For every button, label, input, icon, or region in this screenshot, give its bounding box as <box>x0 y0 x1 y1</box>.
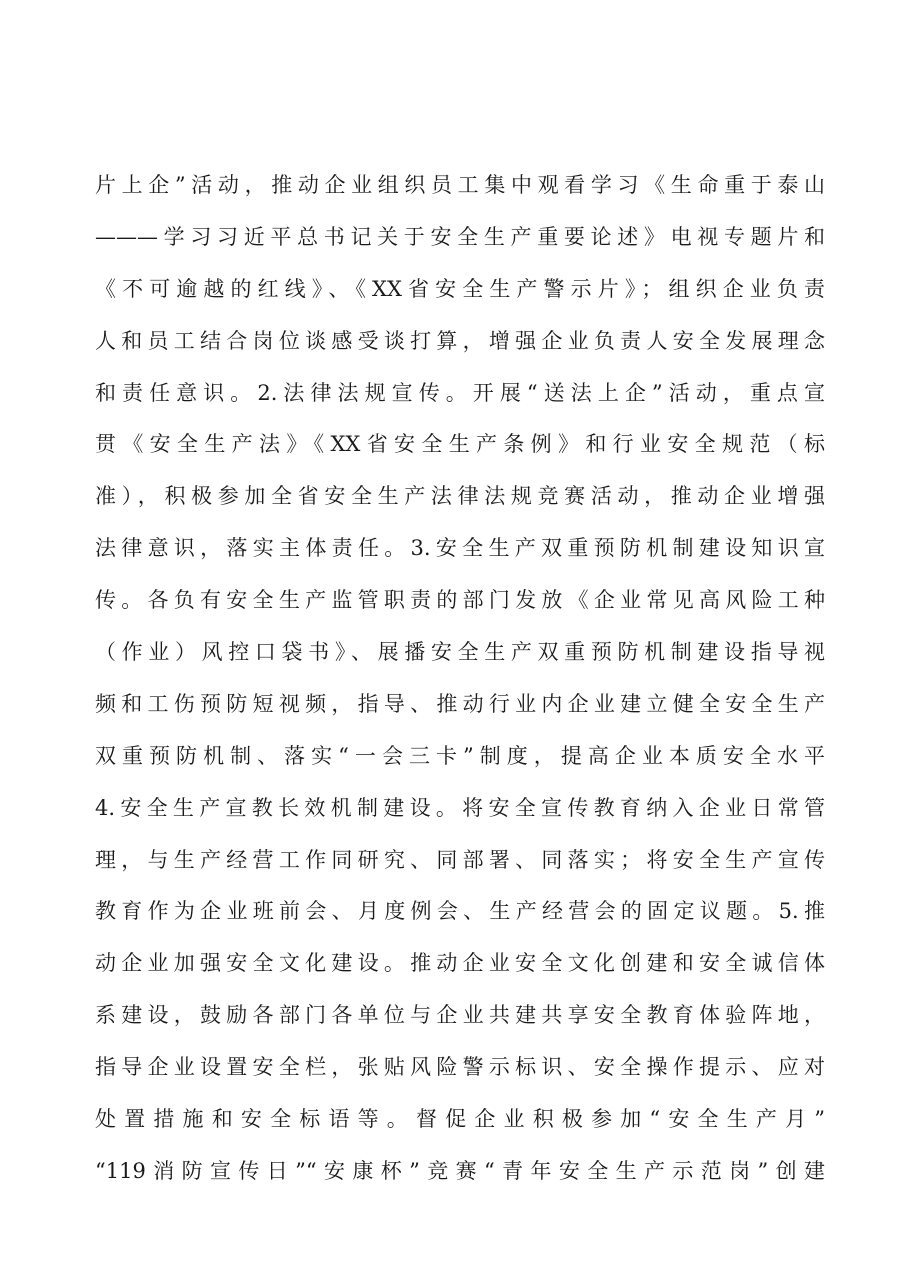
text-line: 准），积极参加全省安全生产法律法规竞赛活动，推动企业增强 <box>95 484 825 509</box>
text-line: 双重预防机制、落实“一会三卡”制度，提高企业本质安全水平 <box>95 743 825 768</box>
text-line: 贯《安全生产法》《XX省安全生产条例》和行业安全规范（标 <box>95 432 825 457</box>
text-line: 频和工伤预防短视频，指导、推动行业内企业建立健全安全生产 <box>95 691 825 716</box>
text-line: （作业）风控口袋书》、展播安全生产双重预防机制建设指导视 <box>95 640 825 665</box>
text-line: “119消防宣传日”“安康杯”竞赛“青年安全生产示范岗”创建 <box>95 1158 825 1183</box>
text-line: 处置措施和安全标语等。督促企业积极参加“安全生产月” <box>95 1107 825 1132</box>
text-line: 指导企业设置安全栏，张贴风险警示标识、安全操作提示、应对 <box>95 1055 825 1080</box>
text-line: 理，与生产经营工作同研究、同部署、同落实；将安全生产宣传 <box>95 847 825 872</box>
text-line: ———学习习近平总书记关于安全生产重要论述》电视专题片和 <box>95 224 825 249</box>
text-line: 和责任意识。2.法律法规宣传。开展“送法上企”活动，重点宣 <box>95 380 825 405</box>
body-text <box>95 160 825 1198</box>
text-line: 4.安全生产宣教长效机制建设。将安全宣传教育纳入企业日常管 <box>95 795 825 820</box>
text-line: 系建设，鼓励各部门各单位与企业共建共享安全教育体验阵地， <box>95 1003 825 1028</box>
text-line: 法律意识，落实主体责任。3.安全生产双重预防机制建设知识宣 <box>95 536 825 561</box>
text-line: 《不可逾越的红线》、《XX省安全生产警示片》；组织企业负责 <box>95 276 825 301</box>
text-line: 传。各负有安全生产监管职责的部门发放《企业常见高风险工种 <box>95 588 825 613</box>
text-line: 教育作为企业班前会、月度例会、生产经营会的固定议题。5.推 <box>95 899 825 924</box>
text-line: 片上企”活动，推动企业组织员工集中观看学习《生命重于泰山 <box>95 173 825 197</box>
text-line: 动企业加强安全文化建设。推动企业安全文化创建和安全诚信体 <box>95 951 825 976</box>
text-line: 人和员工结合岗位谈感受谈打算，增强企业负责人安全发展理念 <box>95 328 825 353</box>
